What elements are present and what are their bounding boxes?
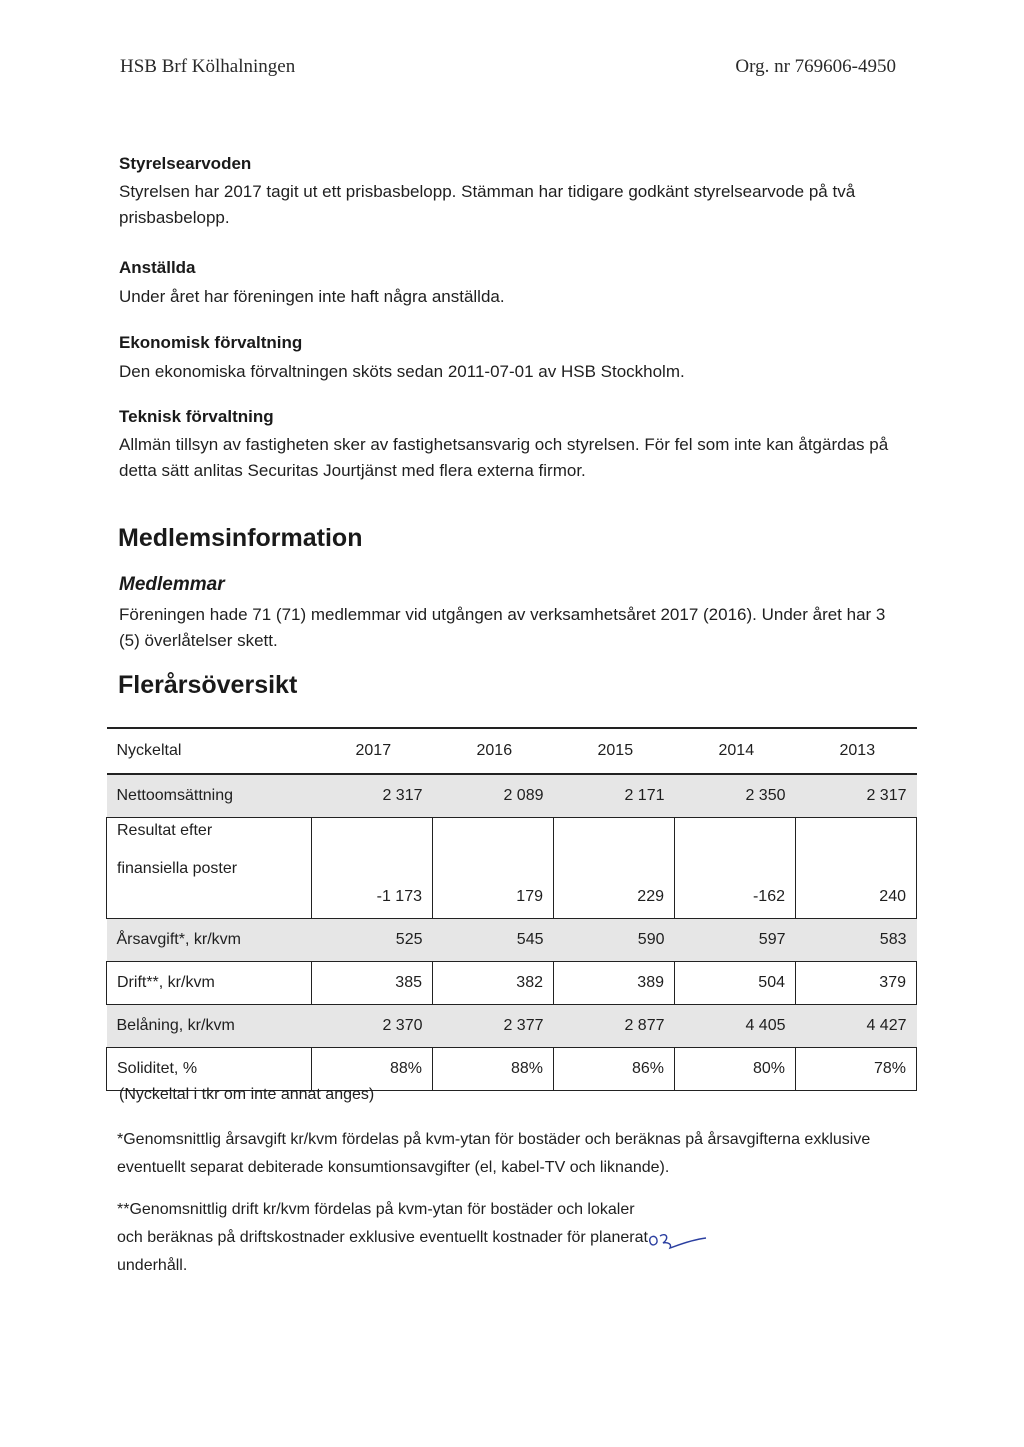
table-cell: 240 — [796, 818, 917, 919]
table-row-label — [107, 818, 312, 919]
table-cell: 545 — [433, 919, 554, 962]
table-header-cell: Nyckeltal — [107, 728, 312, 774]
multi-year-overview-heading: Flerårsöversikt — [118, 671, 298, 699]
table-cell: 2 350 — [675, 774, 796, 818]
table-row-label: Årsavgift*, kr/kvm — [107, 919, 312, 962]
section-employees — [119, 257, 909, 310]
table-cell: 4 427 — [796, 1005, 917, 1048]
section-body: Styrelsen har 2017 tagit ut ett prisbasbelopp. Stämman har tidigare godkänt styrelsearvode på två prisbasbelopp. — [119, 182, 856, 227]
table-row-label: Drift**, kr/kvm — [107, 962, 312, 1005]
members-body: Föreningen hade 71 (71) medlemmar vid utgången av verksamhetsåret 2017 (2016). Under året har 3 (5) överlåtelser skett. — [119, 605, 886, 650]
table-cell: 2 377 — [433, 1005, 554, 1048]
table-row-label: Nettoomsättning — [107, 774, 312, 818]
table-cell: 179 — [433, 818, 554, 919]
section-heading: Ekonomisk förvaltning — [119, 333, 303, 352]
table-header-cell: 2016 — [433, 728, 554, 774]
table-header-cell: 2017 — [312, 728, 433, 774]
table-cell: 590 — [554, 919, 675, 962]
table-header-cell: 2014 — [675, 728, 796, 774]
footnote-operating-cost: **Genomsnittlig drift kr/kvm fördelas på kvm-ytan för bostäder och lokaler och beräknas på driftskostnader exklusive eventuellt kostnader för planerat underhåll. — [117, 1201, 648, 1274]
table-cell: 583 — [796, 919, 917, 962]
members-subheading: Medlemmar — [119, 574, 225, 595]
section-body: Den ekonomiska förvaltningen sköts sedan 2011-07-01 av HSB Stockholm. — [119, 362, 685, 381]
table-cell: 504 — [675, 962, 796, 1005]
table-row — [107, 818, 917, 919]
table-cell: 2 171 — [554, 774, 675, 818]
table-cell: 4 405 — [675, 1005, 796, 1048]
table-cell: 2 317 — [312, 774, 433, 818]
organization-number: Org. nr 769606-4950 — [735, 56, 896, 77]
section-heading: Teknisk förvaltning — [119, 407, 274, 426]
table-cell: 78% — [796, 1048, 917, 1091]
table-header-cell: 2015 — [554, 728, 675, 774]
table-header-row — [107, 728, 917, 774]
table-cell: 2 089 — [433, 774, 554, 818]
page-header — [120, 56, 896, 84]
table-cell: 2 370 — [312, 1005, 433, 1048]
organization-name: HSB Brf Kölhalningen — [120, 56, 296, 77]
table-header-cell: 2013 — [796, 728, 917, 774]
table-cell: 597 — [675, 919, 796, 962]
member-info-heading: Medlemsinformation — [118, 524, 363, 552]
table-cell: 86% — [554, 1048, 675, 1091]
table-cell: 229 — [554, 818, 675, 919]
table-row-label-line: Resultat efter — [117, 822, 213, 839]
table-cell: 385 — [312, 962, 433, 1005]
table-cell: 382 — [433, 962, 554, 1005]
section-board-fees — [119, 153, 909, 231]
table-cell: 88% — [433, 1048, 554, 1091]
section-heading: Styrelsearvoden — [119, 154, 252, 173]
table-cell: 525 — [312, 919, 433, 962]
section-technical-management — [119, 406, 909, 484]
table-cell: 2 877 — [554, 1005, 675, 1048]
table-cell: -162 — [675, 818, 796, 919]
table-cell: -1 173 — [312, 818, 433, 919]
multi-year-table — [106, 727, 917, 1091]
table-unit-note: (Nyckeltal i tkr om inte annat anges) — [119, 1086, 375, 1103]
section-heading: Anställda — [119, 258, 196, 277]
handwritten-initials-icon — [646, 1226, 710, 1261]
table-cell: 379 — [796, 962, 917, 1005]
table-cell: 80% — [675, 1048, 796, 1091]
table-cell: 2 317 — [796, 774, 917, 818]
section-economic-management — [119, 332, 909, 385]
table-row — [107, 774, 917, 818]
table-row — [107, 919, 917, 962]
multi-year-table-wrapper — [106, 727, 917, 1091]
table-row-label-line: finansiella poster — [117, 860, 238, 877]
table-row — [107, 1005, 917, 1048]
table-row-label: Belåning, kr/kvm — [107, 1005, 312, 1048]
section-body: Allmän tillsyn av fastigheten sker av fastighetsansvarig och styrelsen. För fel som inte kan åtgärdas på detta sätt anlitas Securitas Jourtjänst med flera externa firmor. — [119, 435, 889, 480]
table-row-label: Soliditet, % — [107, 1048, 312, 1091]
table-cell: 88% — [312, 1048, 433, 1091]
section-body: Under året har föreningen inte haft några anställda. — [119, 287, 505, 306]
table-row — [107, 1048, 917, 1091]
table-row — [107, 962, 917, 1005]
table-cell: 389 — [554, 962, 675, 1005]
footnote-annual-fee: *Genomsnittlig årsavgift kr/kvm fördelas på kvm-ytan för bostäder och beräknas på årsavgifterna exklusive eventuellt separat debiterade konsumtionsavgifter (el, kabel-TV och liknande). — [117, 1131, 871, 1176]
